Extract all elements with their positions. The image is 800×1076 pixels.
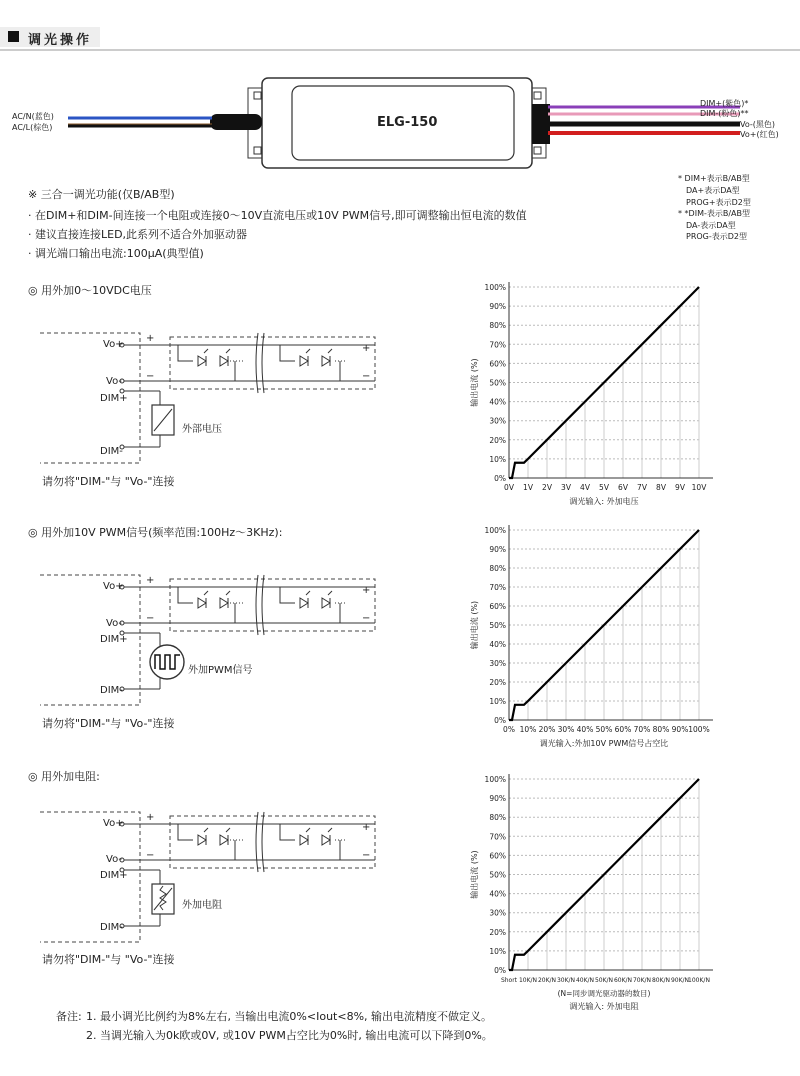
d3-dim-minus: DIM- <box>100 922 123 933</box>
x-tick-label: 90K/N <box>670 977 690 984</box>
vo-minus-wire-label: Vo-(黑色) <box>740 120 776 129</box>
legend-line-3: PROG+表示D2型 <box>686 198 751 207</box>
y-tick-label: 40% <box>489 397 506 407</box>
y-tick-label: 30% <box>489 908 506 918</box>
y-tick-label: 30% <box>489 659 506 668</box>
x-tick-label: 70% <box>633 725 651 734</box>
x-tick-label: 50K/N <box>594 977 614 984</box>
svg-text:−: − <box>146 613 155 624</box>
y-tick-label: 50% <box>489 378 506 388</box>
x-tick-label: 60K/N <box>613 977 633 984</box>
d3-vo-minus: Vo- <box>106 854 122 865</box>
x-axis-label: 调光输入:外加10V PWM信号占空比 <box>539 739 669 748</box>
svg-text:−: − <box>362 371 371 382</box>
x-tick-label: 80% <box>652 725 670 734</box>
diagram-3-heading: ◎ 用外加电阻: <box>28 770 100 783</box>
x-tick-label: 30K/N <box>556 977 576 984</box>
d1-source-label: 外部电压 <box>182 424 222 435</box>
y-tick-label: 80% <box>489 321 506 331</box>
y-tick-label: 70% <box>489 583 506 592</box>
x-tick-label: 50% <box>595 725 613 734</box>
x-tick-label: 9V <box>675 483 685 492</box>
y-tick-label: 50% <box>489 870 506 880</box>
d1-vo-minus: Vo- <box>106 376 122 387</box>
y-tick-label: 100% <box>484 775 506 784</box>
x-tick-label: 20% <box>538 725 556 734</box>
y-tick-label: 70% <box>489 832 506 842</box>
svg-text:+: + <box>146 575 155 586</box>
y-axis-label: 输出电流 (%) <box>470 850 479 899</box>
y-tick-label: 100% <box>484 526 506 535</box>
x-tick-label: 2V <box>542 483 552 492</box>
x-tick-label: 20K/N <box>537 977 557 984</box>
legend-line-1: * DIM+表示B/AB型 <box>678 174 750 183</box>
y-tick-label: 90% <box>489 545 506 554</box>
x-tick-label: 40% <box>576 725 594 734</box>
x-axis-label: 调光输入: 外加电压 <box>569 497 639 506</box>
circuit-diagram-2 <box>40 575 375 705</box>
x-tick-label: 40K/N <box>575 977 595 984</box>
d3-dim-plus: DIM+ <box>100 870 128 881</box>
d2-dim-plus: DIM+ <box>100 634 128 645</box>
notes-line-2: · 建议直接连接LED,此系列不适合外加驱动器 <box>28 228 248 241</box>
x-tick-label: 8V <box>656 483 666 492</box>
notes-line-1: · 在DIM+和DIM-间连接一个电阻或连接0～10V直流电压或10V PWM信号,即可调整输出恒电流的数值 <box>28 209 527 222</box>
d1-dim-minus: DIM- <box>100 446 123 457</box>
d3-source-label: 外加电阻 <box>182 900 222 911</box>
x-tick-label: 90% <box>671 725 689 734</box>
diagram-3-warning: 请勿将"DIM-"与 "Vo-"连接 <box>42 953 175 966</box>
y-tick-label: 40% <box>489 889 506 899</box>
footnote-prefix: 备注: <box>56 1010 82 1023</box>
svg-text:−: − <box>146 371 155 382</box>
x-tick-label: 80K/N <box>651 977 671 984</box>
notes-line-3: · 调光端口输出电流:100μA(典型值) <box>28 247 204 260</box>
x-tick-label: 3V <box>561 483 571 492</box>
x-tick-label: 100% <box>688 725 710 734</box>
y-tick-label: 10% <box>489 697 506 706</box>
y-tick-label: 20% <box>489 678 506 687</box>
d2-dim-minus: DIM- <box>100 685 123 696</box>
y-tick-label: 40% <box>489 640 506 649</box>
dim-plus-wire-label: DIM+(紫色)* <box>700 99 749 108</box>
svg-text:+: + <box>362 343 371 354</box>
y-tick-label: 90% <box>489 794 506 804</box>
y-tick-label: 60% <box>489 602 506 611</box>
svg-text:+: + <box>362 822 371 833</box>
y-tick-label: 0% <box>494 966 506 975</box>
y-tick-label: 50% <box>489 621 506 630</box>
x-tick-label: 100K/N <box>688 977 710 984</box>
x-tick-label: 70K/N <box>632 977 652 984</box>
y-tick-label: 20% <box>489 927 506 937</box>
x-tick-label: 7V <box>637 483 647 492</box>
y-tick-label: 60% <box>489 851 506 861</box>
x-tick-label: 10K/N <box>518 977 538 984</box>
x-tick-label: 4V <box>580 483 590 492</box>
x-tick-label: 0V <box>504 483 514 492</box>
footnote-line-1: 1. 最小调光比例约为8%左右, 当输出电流0%<Iout<8%, 输出电流精度不做定义。 <box>86 1010 493 1023</box>
y-tick-label: 0% <box>494 716 506 725</box>
footnote-line-2: 2. 当调光输入为0k欧或0V, 或10V PWM占空比为0%时, 输出电流可以下降到0%。 <box>86 1029 493 1042</box>
vo-plus-wire-label: Vo+(红色) <box>740 130 779 139</box>
dim-minus-wire-label: DIM-(粉色)** <box>700 109 749 118</box>
y-tick-label: 90% <box>489 302 506 312</box>
x-tick-label: 5V <box>599 483 609 492</box>
x-axis-label: 调光输入: 外加电阻 <box>569 1002 639 1011</box>
legend-line-6: PROG-表示D2型 <box>686 232 748 241</box>
x-tick-label: 10V <box>691 483 707 492</box>
y-tick-label: 30% <box>489 416 506 426</box>
svg-text:+: + <box>362 585 371 596</box>
diagram-2-heading: ◎ 用外加10V PWM信号(频率范围:100Hz～3KHz): <box>28 526 283 539</box>
x-tick-label: 1V <box>523 483 533 492</box>
y-tick-label: 70% <box>489 340 506 350</box>
y-tick-label: 60% <box>489 359 506 369</box>
circuit-diagram-3 <box>40 812 375 942</box>
x-tick-label: 10% <box>519 725 537 734</box>
y-axis-label: 输出电流 (%) <box>470 600 479 650</box>
d1-dim-plus: DIM+ <box>100 393 128 404</box>
y-tick-label: 10% <box>489 454 506 464</box>
ac-n-label: AC/N(蓝色) <box>12 112 54 121</box>
svg-text:−: − <box>362 613 371 624</box>
svg-text:+: + <box>146 812 155 823</box>
svg-text:−: − <box>362 850 371 861</box>
legend-line-5: DA-表示DA型 <box>686 221 736 230</box>
d2-source-label: 外加PWM信号 <box>188 665 253 676</box>
x-tick-label: 0% <box>503 725 515 734</box>
d2-vo-minus: Vo- <box>106 618 122 629</box>
legend-line-2: DA+表示DA型 <box>686 186 740 195</box>
y-tick-label: 100% <box>484 283 506 292</box>
diagram-1-warning: 请勿将"DIM-"与 "Vo-"连接 <box>42 475 175 488</box>
y-tick-label: 0% <box>494 474 506 483</box>
d2-vo-plus: Vo+ <box>103 581 124 592</box>
x-tick-label: Short <box>500 977 518 984</box>
y-axis-label: 输出电流 (%) <box>470 358 479 407</box>
section-title: 调光操作 <box>28 33 93 48</box>
legend-line-4: * *DIM-表示B/AB型 <box>678 209 750 218</box>
circuit-diagram-1 <box>40 333 375 463</box>
x-tick-label: 30% <box>557 725 575 734</box>
y-tick-label: 80% <box>489 564 506 573</box>
x-tick-label: 60% <box>614 725 632 734</box>
y-tick-label: 80% <box>489 813 506 823</box>
ac-l-label: AC/L(棕色) <box>12 123 53 132</box>
y-tick-label: 10% <box>489 946 506 956</box>
product-model: ELG-150 <box>377 115 438 130</box>
svg-text:+: + <box>146 333 155 344</box>
y-tick-label: 20% <box>489 435 506 445</box>
d3-vo-plus: Vo+ <box>103 818 124 829</box>
diagram-2-warning: 请勿将"DIM-"与 "Vo-"连接 <box>42 717 175 730</box>
diagram-1-heading: ◎ 用外加0～10VDC电压 <box>28 284 152 297</box>
d1-vo-plus: Vo+ <box>103 339 124 350</box>
notes-title: ※ 三合一调光功能(仅B/AB型) <box>28 188 175 201</box>
x-tick-label: 6V <box>618 483 628 492</box>
svg-text:−: − <box>146 850 155 861</box>
chart-subnote: (N=同步调光驱动器的数目) <box>557 989 651 998</box>
